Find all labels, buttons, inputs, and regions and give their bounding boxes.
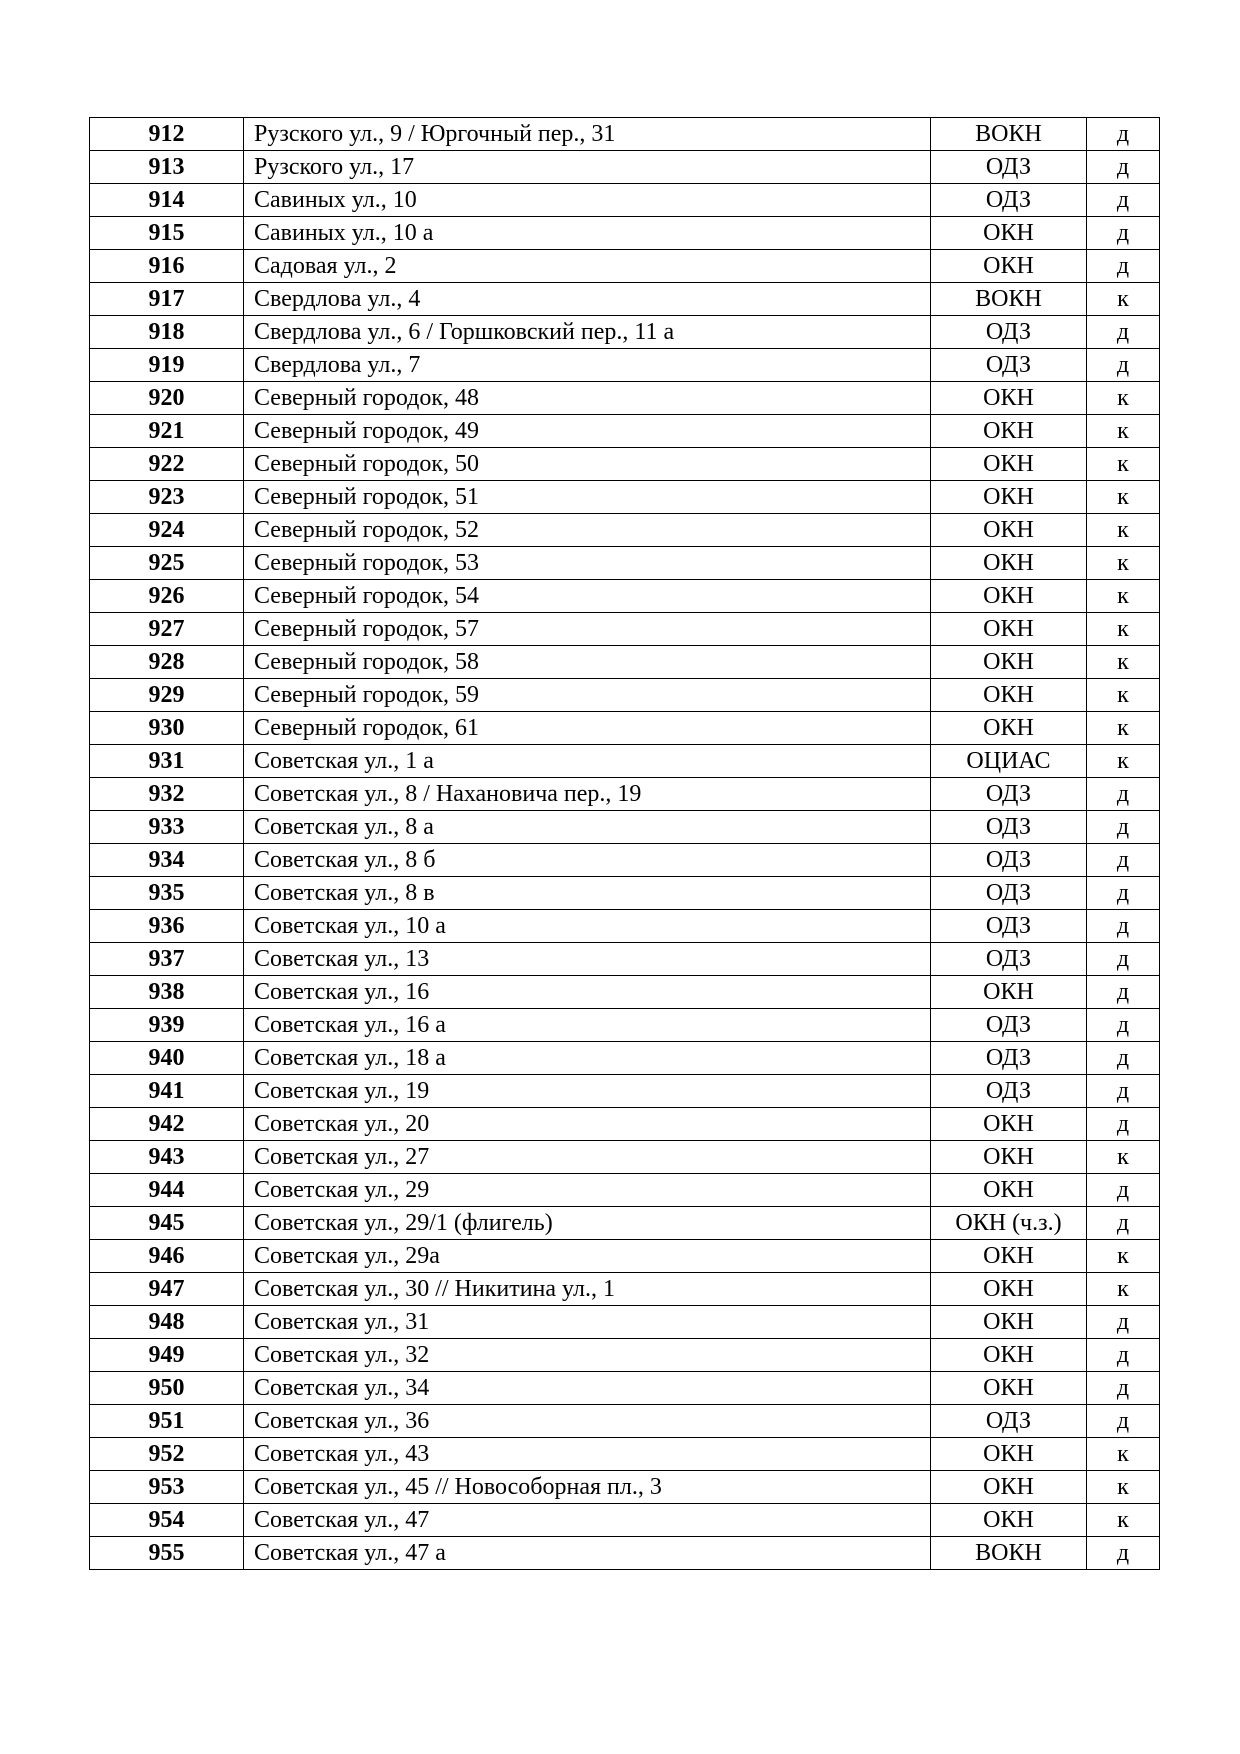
table-row	[90, 118, 1160, 151]
row-number-cell: 938	[90, 976, 244, 1009]
row-number-cell: 932	[90, 778, 244, 811]
table-row	[90, 481, 1160, 514]
address-cell: Советская ул., 29а	[244, 1240, 931, 1273]
mark-cell: к	[1087, 1141, 1160, 1174]
mark-cell: д	[1087, 1537, 1160, 1570]
table-row	[90, 382, 1160, 415]
category-cell: ОКН (ч.з.)	[931, 1207, 1087, 1240]
category-cell: ОКН	[931, 976, 1087, 1009]
address-cell: Советская ул., 31	[244, 1306, 931, 1339]
row-number-cell: 937	[90, 943, 244, 976]
mark-cell: д	[1087, 1372, 1160, 1405]
mark-cell: д	[1087, 976, 1160, 1009]
row-number-cell: 939	[90, 1009, 244, 1042]
row-number-cell: 944	[90, 1174, 244, 1207]
table-row	[90, 877, 1160, 910]
table-row	[90, 778, 1160, 811]
mark-cell: д	[1087, 1075, 1160, 1108]
table-row	[90, 547, 1160, 580]
table-row	[90, 1537, 1160, 1570]
table-row	[90, 1141, 1160, 1174]
table-row	[90, 316, 1160, 349]
table-row	[90, 1273, 1160, 1306]
mark-cell: д	[1087, 1108, 1160, 1141]
row-number-cell: 954	[90, 1504, 244, 1537]
address-cell: Северный городок, 49	[244, 415, 931, 448]
table-row	[90, 349, 1160, 382]
address-cell: Северный городок, 58	[244, 646, 931, 679]
mark-cell: д	[1087, 184, 1160, 217]
address-cell: Рузского ул., 17	[244, 151, 931, 184]
table-row	[90, 1438, 1160, 1471]
category-cell: ОКН	[931, 580, 1087, 613]
mark-cell: к	[1087, 646, 1160, 679]
row-number-cell: 940	[90, 1042, 244, 1075]
address-cell: Советская ул., 47	[244, 1504, 931, 1537]
table-row	[90, 1339, 1160, 1372]
row-number-cell: 942	[90, 1108, 244, 1141]
address-cell: Савиных ул., 10	[244, 184, 931, 217]
table-row	[90, 613, 1160, 646]
mark-cell: д	[1087, 316, 1160, 349]
records-table-body	[90, 118, 1160, 1570]
address-cell: Советская ул., 10 а	[244, 910, 931, 943]
mark-cell: д	[1087, 250, 1160, 283]
address-cell: Советская ул., 27	[244, 1141, 931, 1174]
row-number-cell: 918	[90, 316, 244, 349]
table-row	[90, 283, 1160, 316]
table-row	[90, 250, 1160, 283]
mark-cell: к	[1087, 1240, 1160, 1273]
address-cell: Северный городок, 50	[244, 448, 931, 481]
row-number-cell: 950	[90, 1372, 244, 1405]
row-number-cell: 943	[90, 1141, 244, 1174]
row-number-cell: 948	[90, 1306, 244, 1339]
address-cell: Северный городок, 52	[244, 514, 931, 547]
address-cell: Советская ул., 45 // Новособорная пл., 3	[244, 1471, 931, 1504]
table-row	[90, 1174, 1160, 1207]
row-number-cell: 923	[90, 481, 244, 514]
row-number-cell: 916	[90, 250, 244, 283]
address-cell: Советская ул., 8 б	[244, 844, 931, 877]
category-cell: ОДЗ	[931, 910, 1087, 943]
category-cell: ОДЗ	[931, 811, 1087, 844]
address-cell: Советская ул., 19	[244, 1075, 931, 1108]
mark-cell: д	[1087, 151, 1160, 184]
mark-cell: д	[1087, 1174, 1160, 1207]
table-row	[90, 745, 1160, 778]
row-number-cell: 936	[90, 910, 244, 943]
row-number-cell: 922	[90, 448, 244, 481]
table-row	[90, 580, 1160, 613]
mark-cell: к	[1087, 745, 1160, 778]
address-cell: Савиных ул., 10 а	[244, 217, 931, 250]
row-number-cell: 917	[90, 283, 244, 316]
address-cell: Советская ул., 8 / Нахановича пер., 19	[244, 778, 931, 811]
table-row	[90, 976, 1160, 1009]
row-number-cell: 947	[90, 1273, 244, 1306]
category-cell: ОДЗ	[931, 844, 1087, 877]
address-cell: Северный городок, 53	[244, 547, 931, 580]
address-cell: Советская ул., 47 а	[244, 1537, 931, 1570]
mark-cell: д	[1087, 1009, 1160, 1042]
category-cell: ОЦИАС	[931, 745, 1087, 778]
address-cell: Советская ул., 18 а	[244, 1042, 931, 1075]
table-row	[90, 1471, 1160, 1504]
row-number-cell: 952	[90, 1438, 244, 1471]
category-cell: ОКН	[931, 679, 1087, 712]
mark-cell: д	[1087, 943, 1160, 976]
address-cell: Северный городок, 48	[244, 382, 931, 415]
address-cell: Свердлова ул., 7	[244, 349, 931, 382]
mark-cell: к	[1087, 382, 1160, 415]
mark-cell: к	[1087, 712, 1160, 745]
mark-cell: к	[1087, 1273, 1160, 1306]
table-row	[90, 514, 1160, 547]
table-row	[90, 1108, 1160, 1141]
table-row	[90, 646, 1160, 679]
row-number-cell: 929	[90, 679, 244, 712]
table-row	[90, 1009, 1160, 1042]
category-cell: ОДЗ	[931, 151, 1087, 184]
category-cell: ОКН	[931, 250, 1087, 283]
category-cell: ОДЗ	[931, 1075, 1087, 1108]
row-number-cell: 921	[90, 415, 244, 448]
category-cell: ВОКН	[931, 1537, 1087, 1570]
table-row	[90, 184, 1160, 217]
category-cell: ОДЗ	[931, 1405, 1087, 1438]
table-row	[90, 943, 1160, 976]
row-number-cell: 935	[90, 877, 244, 910]
table-row	[90, 1306, 1160, 1339]
address-cell: Советская ул., 16	[244, 976, 931, 1009]
category-cell: ОДЗ	[931, 943, 1087, 976]
mark-cell: д	[1087, 1405, 1160, 1438]
table-row	[90, 1405, 1160, 1438]
row-number-cell: 934	[90, 844, 244, 877]
address-cell: Советская ул., 8 а	[244, 811, 931, 844]
table-row	[90, 217, 1160, 250]
category-cell: ВОКН	[931, 283, 1087, 316]
row-number-cell: 914	[90, 184, 244, 217]
category-cell: ОДЗ	[931, 1042, 1087, 1075]
mark-cell: к	[1087, 1504, 1160, 1537]
address-cell: Северный городок, 57	[244, 613, 931, 646]
mark-cell: к	[1087, 580, 1160, 613]
address-cell: Северный городок, 51	[244, 481, 931, 514]
table-row	[90, 811, 1160, 844]
records-table	[89, 117, 1160, 1570]
category-cell: ОКН	[931, 415, 1087, 448]
row-number-cell: 953	[90, 1471, 244, 1504]
address-cell: Свердлова ул., 4	[244, 283, 931, 316]
row-number-cell: 949	[90, 1339, 244, 1372]
address-cell: Советская ул., 29	[244, 1174, 931, 1207]
row-number-cell: 912	[90, 118, 244, 151]
mark-cell: к	[1087, 448, 1160, 481]
mark-cell: д	[1087, 349, 1160, 382]
address-cell: Советская ул., 13	[244, 943, 931, 976]
mark-cell: д	[1087, 811, 1160, 844]
category-cell: ОКН	[931, 613, 1087, 646]
category-cell: ОКН	[931, 1372, 1087, 1405]
category-cell: ВОКН	[931, 118, 1087, 151]
mark-cell: д	[1087, 1306, 1160, 1339]
row-number-cell: 915	[90, 217, 244, 250]
address-cell: Советская ул., 1 а	[244, 745, 931, 778]
address-cell: Северный городок, 54	[244, 580, 931, 613]
category-cell: ОКН	[931, 1141, 1087, 1174]
row-number-cell: 946	[90, 1240, 244, 1273]
category-cell: ОКН	[931, 1240, 1087, 1273]
row-number-cell: 925	[90, 547, 244, 580]
row-number-cell: 913	[90, 151, 244, 184]
category-cell: ОДЗ	[931, 877, 1087, 910]
mark-cell: к	[1087, 547, 1160, 580]
address-cell: Советская ул., 29/1 (флигель)	[244, 1207, 931, 1240]
mark-cell: д	[1087, 217, 1160, 250]
address-cell: Советская ул., 20	[244, 1108, 931, 1141]
table-row	[90, 712, 1160, 745]
mark-cell: к	[1087, 679, 1160, 712]
table-row	[90, 844, 1160, 877]
mark-cell: д	[1087, 1042, 1160, 1075]
row-number-cell: 927	[90, 613, 244, 646]
category-cell: ОКН	[931, 1108, 1087, 1141]
mark-cell: д	[1087, 1339, 1160, 1372]
mark-cell: д	[1087, 910, 1160, 943]
mark-cell: д	[1087, 118, 1160, 151]
category-cell: ОКН	[931, 382, 1087, 415]
category-cell: ОКН	[931, 547, 1087, 580]
table-row	[90, 1075, 1160, 1108]
table-row	[90, 1504, 1160, 1537]
address-cell: Свердлова ул., 6 / Горшковский пер., 11 а	[244, 316, 931, 349]
mark-cell: к	[1087, 514, 1160, 547]
address-cell: Рузского ул., 9 / Юргочный пер., 31	[244, 118, 931, 151]
address-cell: Советская ул., 30 // Никитина ул., 1	[244, 1273, 931, 1306]
address-cell: Северный городок, 61	[244, 712, 931, 745]
category-cell: ОДЗ	[931, 316, 1087, 349]
mark-cell: д	[1087, 1207, 1160, 1240]
mark-cell: д	[1087, 844, 1160, 877]
category-cell: ОКН	[931, 1273, 1087, 1306]
row-number-cell: 931	[90, 745, 244, 778]
address-cell: Советская ул., 34	[244, 1372, 931, 1405]
table-row	[90, 1207, 1160, 1240]
table-row	[90, 1240, 1160, 1273]
category-cell: ОКН	[931, 1504, 1087, 1537]
mark-cell: д	[1087, 778, 1160, 811]
mark-cell: к	[1087, 415, 1160, 448]
mark-cell: к	[1087, 283, 1160, 316]
row-number-cell: 924	[90, 514, 244, 547]
row-number-cell: 919	[90, 349, 244, 382]
category-cell: ОКН	[931, 1174, 1087, 1207]
category-cell: ОКН	[931, 1306, 1087, 1339]
row-number-cell: 930	[90, 712, 244, 745]
row-number-cell: 941	[90, 1075, 244, 1108]
address-cell: Советская ул., 8 в	[244, 877, 931, 910]
address-cell: Северный городок, 59	[244, 679, 931, 712]
row-number-cell: 951	[90, 1405, 244, 1438]
category-cell: ОКН	[931, 1471, 1087, 1504]
category-cell: ОДЗ	[931, 184, 1087, 217]
category-cell: ОКН	[931, 514, 1087, 547]
mark-cell: д	[1087, 877, 1160, 910]
category-cell: ОДЗ	[931, 778, 1087, 811]
row-number-cell: 945	[90, 1207, 244, 1240]
category-cell: ОКН	[931, 646, 1087, 679]
row-number-cell: 928	[90, 646, 244, 679]
row-number-cell: 955	[90, 1537, 244, 1570]
mark-cell: к	[1087, 1471, 1160, 1504]
category-cell: ОКН	[931, 481, 1087, 514]
table-row	[90, 910, 1160, 943]
category-cell: ОКН	[931, 1438, 1087, 1471]
table-row	[90, 1042, 1160, 1075]
category-cell: ОДЗ	[931, 1009, 1087, 1042]
table-row	[90, 415, 1160, 448]
address-cell: Советская ул., 36	[244, 1405, 931, 1438]
address-cell: Советская ул., 32	[244, 1339, 931, 1372]
address-cell: Советская ул., 16 а	[244, 1009, 931, 1042]
table-row	[90, 151, 1160, 184]
address-cell: Советская ул., 43	[244, 1438, 931, 1471]
category-cell: ОКН	[931, 217, 1087, 250]
row-number-cell: 933	[90, 811, 244, 844]
table-row	[90, 448, 1160, 481]
mark-cell: к	[1087, 481, 1160, 514]
table-row	[90, 679, 1160, 712]
category-cell: ОДЗ	[931, 349, 1087, 382]
category-cell: ОКН	[931, 448, 1087, 481]
row-number-cell: 926	[90, 580, 244, 613]
row-number-cell: 920	[90, 382, 244, 415]
address-cell: Садовая ул., 2	[244, 250, 931, 283]
table-row	[90, 1372, 1160, 1405]
mark-cell: к	[1087, 613, 1160, 646]
category-cell: ОКН	[931, 1339, 1087, 1372]
mark-cell: к	[1087, 1438, 1160, 1471]
category-cell: ОКН	[931, 712, 1087, 745]
